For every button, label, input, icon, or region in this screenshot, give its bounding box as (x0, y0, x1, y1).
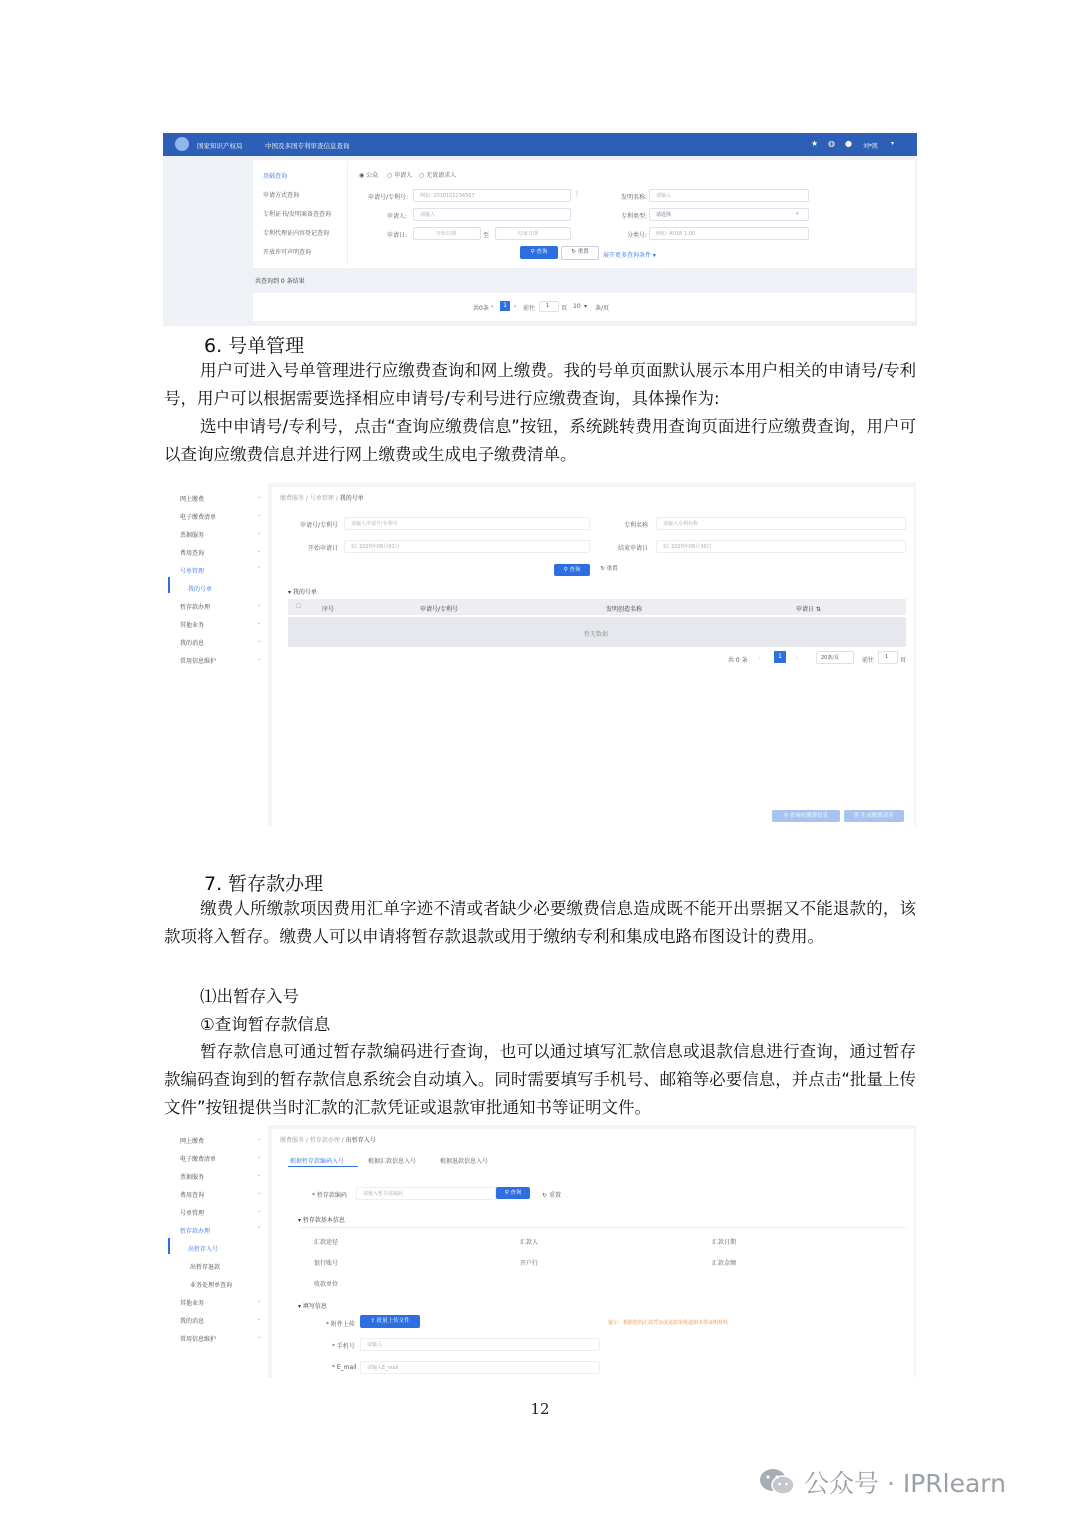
email-input[interactable]: 请输入E_mail (360, 1361, 600, 1374)
tab-by-remittance[interactable]: 根据汇款信息入号 (368, 1158, 417, 1165)
pager-goto: 前往 (862, 657, 875, 664)
sidebar-item-deposit[interactable]: 暂存款办理 (180, 1228, 211, 1235)
sidebar-item-messages[interactable]: 我的消息 (180, 640, 205, 647)
active-indicator (168, 577, 170, 593)
watermark (758, 1462, 1006, 1502)
wechat-icon (758, 1467, 796, 1497)
sidebar-item-invoice[interactable]: 票据服务 (180, 1174, 205, 1181)
chevron-down-icon: ⌄ (257, 1298, 262, 1304)
pager-next-icon[interactable]: › (514, 303, 517, 310)
col-app-no: 申请号/专利号 (420, 606, 459, 613)
pager-goto: 前往 (523, 305, 536, 312)
sidebar-item-fee-query[interactable]: 费用查询 (180, 550, 205, 557)
applicant-label: 申请人: (387, 213, 408, 220)
reset-button[interactable]: ↻ 重置 (561, 246, 599, 260)
chevron-down-icon[interactable]: ▾ (891, 140, 895, 147)
my-numbers-screenshot (166, 483, 916, 826)
type-select[interactable]: 请选择 ▾ (649, 208, 809, 221)
date-label: 申请日: (387, 232, 408, 239)
main-panel (272, 1129, 914, 1377)
phone-label: * 手机号 (332, 1343, 355, 1350)
radio-invalid[interactable]: ○ 无效请求人 (419, 172, 457, 179)
patent-name-label: 专利名称 (624, 522, 649, 529)
star-icon[interactable]: ★ (811, 139, 819, 148)
sidebar-item-messages[interactable]: 我的消息 (180, 1318, 205, 1325)
applicant-input[interactable]: 请输入 (413, 208, 571, 221)
col-app-date[interactable]: 申请日 ⇅ (796, 606, 821, 613)
query-button[interactable]: ⚲ 查询 (496, 1187, 530, 1199)
top-bar (163, 133, 917, 156)
generate-list-button[interactable]: ⎘ 生成缴费清单 (844, 810, 904, 822)
tab-by-refund[interactable]: 根据退款信息入号 (440, 1158, 489, 1165)
section-7-heading: 7. 暂存款办理 (204, 873, 324, 895)
sidebar-item-other[interactable]: 其他业务 (180, 1300, 205, 1307)
main-panel (272, 487, 914, 826)
section-6-heading: 6. 号单管理 (204, 335, 305, 357)
chevron-down-icon: ⌄ (257, 530, 262, 536)
start-date-input[interactable]: 如: 2020年06月01日 (344, 540, 590, 553)
patent-query-screenshot (163, 133, 917, 326)
page-size-select[interactable]: 20条/页 (816, 651, 854, 664)
pager-total: 共 0 条 (728, 657, 748, 664)
sidebar-item-online-pay[interactable]: 网上缴费 (180, 496, 205, 503)
label-payee: 收款单位 (314, 1281, 339, 1288)
end-date-input[interactable]: 如: 2020年06月30日 (656, 540, 906, 553)
nav-item-agent[interactable]: 专利代理证内容登记查询 (263, 230, 330, 237)
chevron-down-icon: ⌄ (257, 1154, 262, 1160)
result-count: 共查询到 0 条结果 (255, 278, 305, 285)
nav-item-license[interactable]: 开放许可声明查询 (263, 249, 312, 256)
nav-item-basic[interactable]: 基础查询 (263, 173, 288, 180)
email-label: * E_mail (332, 1364, 357, 1371)
deposit-code-input[interactable]: 请输入暂存款编码 (356, 1187, 496, 1200)
chevron-down-icon: ⌄ (257, 548, 262, 554)
pager-next-icon[interactable]: › (796, 655, 799, 662)
sidebar-item-fee-query[interactable]: 费用查询 (180, 1192, 205, 1199)
pager-unit: 页 (900, 657, 907, 664)
cnipa-logo-icon (175, 137, 189, 151)
tab-by-code[interactable]: 根据暂存款编码入号 (290, 1158, 345, 1165)
label-bank-account: 银行账号 (314, 1260, 339, 1267)
page-number: 12 (530, 1400, 550, 1418)
system-name: 中国及多国专利审查信息查询 (265, 142, 350, 150)
tab-active-underline (288, 1166, 358, 1167)
label-remit-method: 汇款途径 (314, 1239, 339, 1246)
basic-info-table (300, 1227, 906, 1292)
chevron-down-icon: ⌄ (257, 1172, 262, 1178)
sidebar-item-biz-query[interactable]: 业务处理单查询 (190, 1282, 233, 1289)
sidebar-item-deposit-refund[interactable]: 出暂存退款 (190, 1264, 221, 1271)
date-sep: 至 (483, 232, 490, 239)
org-name: 国家知识产权局 (197, 142, 243, 150)
watermark-text: 公众号 · IPRlearn (804, 1469, 1006, 1498)
help-icon[interactable]: ? (575, 191, 579, 198)
reset-button[interactable]: ↻ 重置 (542, 1192, 561, 1199)
sidebar (166, 483, 268, 826)
chevron-down-icon[interactable]: ▾ (584, 303, 588, 310)
breadcrumb: 缴费服务 / 号单管理 / 我的号单 (280, 495, 364, 502)
my-numbers-section: ▾ 我的号单 (288, 589, 317, 596)
radio-public[interactable]: ◉ 公众 (359, 172, 379, 179)
breadcrumb: 缴费服务 / 暂存款办理 / 出暂存入号 (280, 1137, 376, 1144)
chevron-down-icon: ⌄ (257, 1208, 262, 1214)
query-button[interactable]: ⚲ 查询 (554, 564, 590, 576)
col-invention-name: 发明创造名称 (606, 606, 643, 613)
attach-label: * 附件上传 (326, 1321, 355, 1328)
pager-prev-icon[interactable]: ‹ (491, 303, 494, 310)
invention-input[interactable]: 请输入 (649, 189, 809, 202)
start-date-label: 开始申请日 (308, 545, 339, 552)
user-icon[interactable]: ● (845, 139, 852, 148)
more-conditions-link[interactable]: 展开更多查询条件 ▾ (603, 252, 656, 259)
chevron-down-icon: ⌄ (257, 656, 262, 662)
sidebar-item-common-info[interactable]: 常用信息维护 (180, 658, 217, 665)
sidebar-item-common-info[interactable]: 常用信息维护 (180, 1336, 217, 1343)
label-bank: 开户行 (520, 1260, 539, 1267)
date-to-input[interactable]: 结束日期 (495, 227, 571, 240)
section-7-para-2: 暂存款信息可通过暂存款编码进行查询，也可以通过填写汇款信息或退款信息进行查询，通过暂存款编码查询到的暂存款信息系统会自动填入。同时需要填写手机号、邮箱等必要信息，并点击“批量上传文件”按钮提供当时汇款的汇款凭证或退款审批通知书等证明文件。 (164, 1042, 916, 1117)
phone-input[interactable]: 请输入 (360, 1338, 600, 1351)
sidebar-item-number-mgmt[interactable]: 号单管理 (180, 1210, 205, 1217)
select-all-checkbox[interactable]: ☐ (296, 603, 302, 610)
app-no-input[interactable]: 请输入申请号/专利号 (344, 517, 590, 530)
chevron-down-icon: ⌄ (257, 1136, 262, 1142)
pager-prev-icon[interactable]: ‹ (758, 655, 761, 662)
chevron-down-icon: ⌄ (257, 494, 262, 500)
sidebar-item-e-list[interactable]: 电子缴费清单 (180, 514, 217, 521)
label-amount: 汇款金额 (712, 1260, 737, 1267)
invention-label: 发明名称: (621, 194, 648, 201)
pager-total: 共0条 (473, 305, 489, 312)
pager-current[interactable]: 1 (500, 301, 510, 311)
radio-applicant[interactable]: ○ 申请人 (387, 172, 413, 179)
active-indicator (168, 1238, 170, 1254)
sidebar-item-my-numbers[interactable]: 我的号单 (188, 586, 213, 593)
app-no-label: 申请号/专利号 (300, 522, 339, 529)
chevron-down-icon: ⌄ (257, 620, 262, 626)
chevron-down-icon: ⌄ (257, 1334, 262, 1340)
chevron-down-icon: ⌄ (257, 1190, 262, 1196)
section-6-para-2: 选中申请号/专利号，点击“查询应缴费信息”按钮，系统跳转费用查询页面进行应缴费查询，用户可以查询应缴费信息并进行网上缴费或生成电子缴费清单。 (164, 417, 916, 464)
pager-unit: 页 (561, 305, 568, 312)
type-label: 专利类型: (621, 213, 648, 220)
globe-icon[interactable]: ◍ (828, 139, 835, 148)
pager-input[interactable]: 1 (878, 651, 898, 664)
batch-upload-button[interactable]: ⇪ 批量上传文件 (360, 1315, 420, 1328)
pager-current[interactable]: 1 (774, 651, 786, 663)
section-6-para-1: 用户可进入号单管理进行应缴费查询和网上缴费。我的号单页面默认展示本用户相关的申请号/专利号，用户可以根据需要选择相应申请号/专利号进行应缴费查询，具体操作为: (164, 361, 916, 408)
sidebar-item-deposit-in[interactable]: 出暂存入号 (188, 1246, 219, 1253)
basic-info-section: ▾ 暂存款基本信息 (298, 1217, 345, 1224)
reset-button[interactable]: ↻ 重置 (594, 564, 624, 575)
end-date-label: 结束申请日 (618, 545, 649, 552)
chevron-down-icon: ▾ (796, 211, 799, 217)
chevron-down-icon: ⌄ (257, 1316, 262, 1322)
chevron-up-icon: ⌃ (257, 1226, 262, 1232)
label-remit-date: 汇款日期 (712, 1239, 737, 1246)
sidebar-item-e-list[interactable]: 电子缴费清单 (180, 1156, 217, 1163)
patent-name-input[interactable]: 请输入专利名称 (656, 517, 906, 530)
section-7-sub-2: ①查询暂存款信息 (200, 1015, 331, 1034)
sidebar-item-online-pay[interactable]: 网上缴费 (180, 1138, 205, 1145)
chevron-down-icon: ⌄ (257, 602, 262, 608)
sidebar-item-invoice[interactable]: 票据服务 (180, 532, 205, 539)
fill-info-section: ▾ 填写信息 (298, 1303, 327, 1310)
section-7-para-1: 缴费人所缴款项因费用汇单字迹不清或者缺少必要缴费信息造成既不能开出票据又不能退款的，该款项将入暂存。缴费人可以申请将暂存款退款或用于缴纳专利和集成电路布图设计的费用。 (164, 899, 916, 946)
pager-per: 条/页 (595, 305, 610, 312)
pager-size[interactable]: 10 (573, 303, 581, 310)
sidebar-item-deposit[interactable]: 暂存款办理 (180, 604, 211, 611)
chevron-up-icon: ⌃ (257, 566, 262, 572)
user-name[interactable]: 刘*凯 (863, 143, 879, 150)
deposit-code-label: * 暂存款编码 (312, 1192, 347, 1199)
label-remitter: 汇款人 (520, 1239, 539, 1246)
chevron-down-icon: ⌄ (257, 638, 262, 644)
nav-item-method[interactable]: 申请方式查询 (263, 192, 300, 199)
section-7-sub-1: ⑴出暂存入号 (200, 987, 299, 1006)
upload-hint: 提示：根据您的汇款凭证或退款审批通知书等证明材料 (608, 1320, 729, 1326)
date-from-input[interactable]: 开始日期 (413, 227, 481, 240)
class-input[interactable]: 例如: A01B 1:00 (649, 227, 809, 240)
query-button[interactable]: ⚲ 查询 (520, 246, 558, 259)
sidebar (166, 1125, 268, 1377)
query-due-fee-button[interactable]: ⚲ 查询应缴费信息 (772, 810, 840, 822)
class-label: 分类号: (627, 232, 648, 239)
empty-text: 暂无数据 (584, 631, 609, 638)
app-no-input[interactable]: 例如: 2010101234567 (413, 189, 571, 202)
query-nav (255, 161, 348, 265)
col-index: 序号 (322, 606, 335, 613)
chevron-down-icon: ⌄ (257, 512, 262, 518)
nav-item-certificate[interactable]: 专利证书/发明案备查查询 (263, 211, 332, 218)
sidebar-item-number-mgmt[interactable]: 号单管理 (180, 568, 205, 575)
pager-input[interactable]: 1 (539, 301, 559, 312)
app-no-label: 申请号/专利号: (368, 194, 409, 201)
deposit-screenshot (166, 1125, 916, 1377)
sidebar-item-other[interactable]: 其他业务 (180, 622, 205, 629)
